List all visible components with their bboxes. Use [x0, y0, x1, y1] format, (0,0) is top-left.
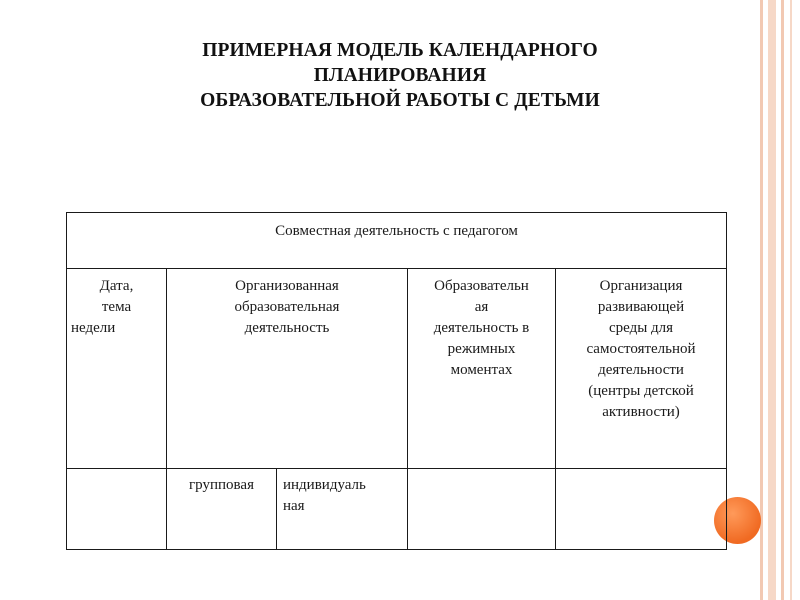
organized-activity-header [167, 269, 408, 469]
table-columns-row [67, 269, 727, 469]
regime-line-1: Образовательн [434, 278, 529, 294]
environment-line-2: развивающей [597, 299, 685, 315]
group-subheader [167, 469, 277, 550]
environment-line-1: Организация [599, 278, 683, 294]
planning-table [66, 212, 727, 550]
date-line-3: недели [71, 320, 116, 336]
individual-line-2: ная [283, 498, 305, 514]
title-line-1: ПРИМЕРНАЯ МОДЕЛЬ КАЛЕНДАРНОГО [202, 40, 598, 61]
slide-title [90, 38, 710, 113]
environment-header [556, 269, 727, 469]
title-line-2: ПЛАНИРОВАНИЯ [313, 65, 487, 86]
frame-stripe [781, 0, 784, 600]
individual-line-1: индивидуаль [283, 477, 366, 493]
table-subcolumns-row [67, 469, 727, 550]
environment-line-3: среды для [608, 320, 674, 336]
title-line-3: ОБРАЗОВАТЕЛЬНОЙ РАБОТЫ С ДЕТЬМИ [200, 90, 600, 111]
header-cell [67, 213, 727, 269]
header-text: Совместная деятельность с педагогом [275, 223, 518, 239]
regime-line-3: деятельность в [433, 320, 530, 336]
date-line-1: Дата, [99, 278, 134, 294]
regime-line-4: режимных [447, 341, 516, 357]
regime-line-2: ая [474, 299, 489, 315]
frame-stripe [768, 0, 776, 600]
organized-line-2: образовательная [234, 299, 340, 315]
environment-line-6: (центры детской [588, 383, 694, 399]
environment-line-7: активности) [602, 404, 680, 420]
group-label: групповая [189, 477, 254, 493]
empty-cell [408, 469, 556, 550]
individual-subheader [277, 469, 408, 550]
environment-line-4: самостоятельной [586, 341, 696, 357]
regime-line-5: моментах [450, 362, 513, 378]
empty-cell [556, 469, 727, 550]
organized-line-3: деятельность [244, 320, 330, 336]
organized-line-1: Организованная [235, 278, 339, 294]
frame-stripe [790, 0, 792, 600]
regime-activity-header [408, 269, 556, 469]
frame-stripe [760, 0, 763, 600]
date-line-2: тема [101, 299, 132, 315]
environment-line-5: деятельности [598, 362, 684, 378]
date-column-header [67, 269, 167, 469]
table-header-row [67, 213, 727, 269]
empty-cell [67, 469, 167, 550]
